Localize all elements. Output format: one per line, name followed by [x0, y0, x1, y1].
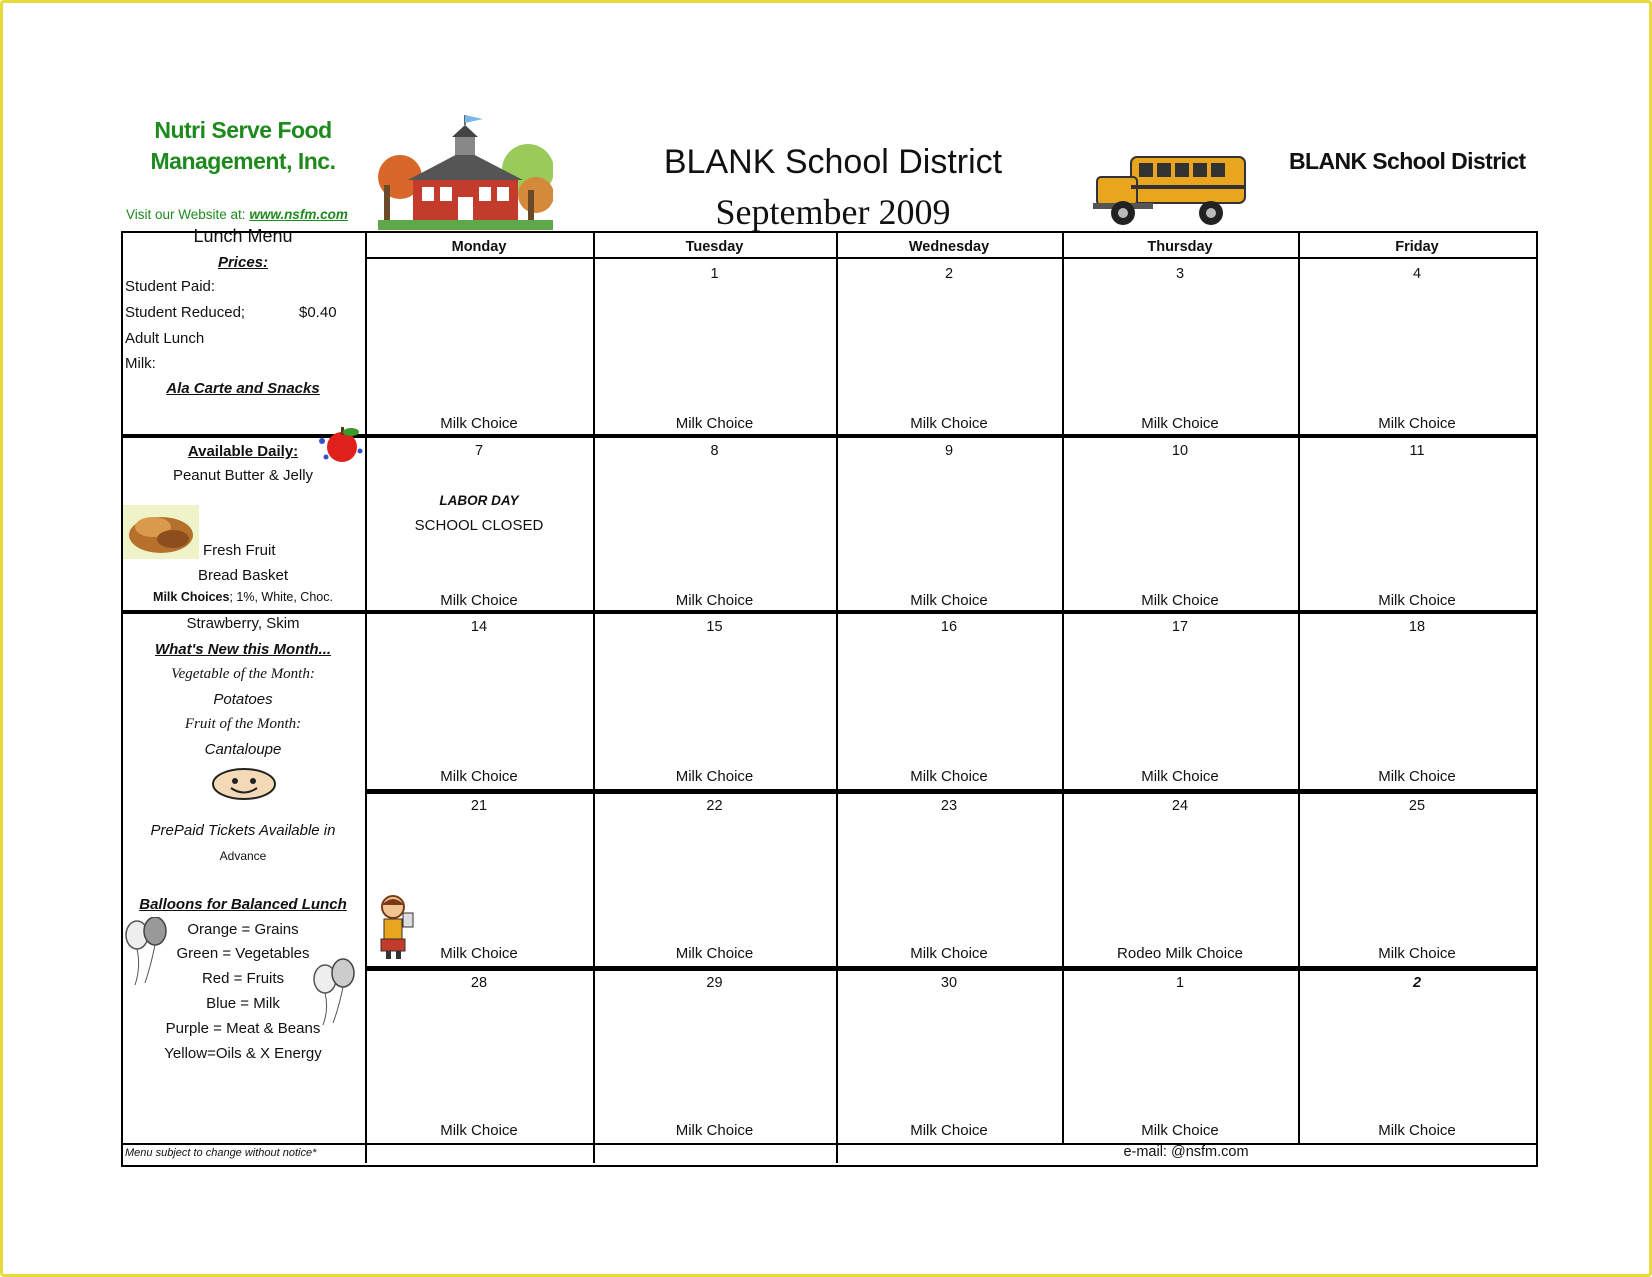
balloon-legend-item: Red = Fruits — [201, 970, 285, 987]
date-number: 24 — [1171, 798, 1189, 814]
menu-change-note: Menu subject to change without notice* — [125, 1147, 317, 1159]
company-line-1: Nutri Serve Food — [154, 117, 332, 143]
milk-choice: Milk Choice — [1378, 768, 1456, 785]
pbj-item: Peanut Butter & Jelly — [172, 467, 314, 484]
day-header-friday: Friday — [1395, 239, 1439, 255]
school-closed-label: SCHOOL CLOSED — [414, 517, 544, 534]
date-number: 7 — [474, 443, 484, 459]
date-number: 17 — [1171, 619, 1189, 635]
date-number: 2 — [1412, 975, 1422, 991]
milk-choice: Milk Choice — [1141, 592, 1219, 609]
milk-choice: Milk Choice — [910, 592, 988, 609]
day-header-thursday: Thursday — [1147, 239, 1213, 255]
milk-choice: Milk Choice — [675, 945, 754, 962]
milk-choice: Milk Choice — [1378, 415, 1456, 432]
milk-choices-value: ; 1%, White, Choc. — [229, 590, 333, 604]
fresh-fruit-item: Fresh Fruit — [203, 542, 276, 559]
grid-line — [365, 966, 1536, 971]
website-link[interactable]: www.nsfm.com — [249, 207, 348, 222]
advance-line: Advance — [219, 849, 267, 863]
grid-line — [836, 233, 838, 1163]
date-number: 10 — [1171, 443, 1189, 459]
schoolhouse-icon — [378, 115, 553, 230]
visit-label: Visit our Website at: — [126, 207, 250, 222]
student-reduced-label: Student Reduced; — [125, 304, 246, 321]
district-title: BLANK School District — [663, 143, 1003, 181]
milk-choice: Milk Choice — [1378, 945, 1456, 962]
milk-choice: Milk Choice — [910, 415, 988, 432]
balloons-icon — [309, 957, 359, 1027]
milk-choice: Milk Choice — [1141, 1122, 1219, 1139]
grid-line — [365, 789, 1536, 794]
milk-choice: Milk Choice — [440, 1122, 518, 1139]
date-number: 1 — [1175, 975, 1185, 991]
company-line-2: Management, Inc. — [150, 148, 336, 174]
labor-day-label: LABOR DAY — [439, 493, 519, 508]
date-number: 2 — [944, 266, 954, 282]
fruit-value: Cantaloupe — [204, 741, 282, 758]
milk-choice: Milk Choice — [675, 415, 754, 432]
date-number: 18 — [1408, 619, 1426, 635]
adult-lunch-label: Adult Lunch — [125, 330, 205, 347]
date-number: 11 — [1409, 443, 1425, 459]
month-title: September 2009 — [715, 192, 951, 232]
balloon-legend-item: Green = Vegetables — [176, 945, 310, 962]
milk-choice: Milk Choice — [675, 768, 754, 785]
milk-choice: Milk Choice — [675, 592, 754, 609]
date-number: 23 — [940, 798, 958, 814]
available-daily-heading: Available Daily: — [187, 443, 299, 460]
bread-basket-icon — [123, 505, 199, 559]
milk-choice: Milk Choice — [440, 415, 518, 432]
email-line: e-mail: @nsfm.com — [1123, 1144, 1249, 1160]
cookie-icon — [211, 767, 277, 801]
milk-choice: Milk Choice — [1141, 768, 1219, 785]
grid-line — [123, 610, 1536, 614]
day-header-wednesday: Wednesday — [908, 239, 990, 255]
website-line — [126, 207, 348, 222]
menu-calendar — [121, 226, 1538, 1167]
date-number: 8 — [710, 443, 719, 459]
girl-icon — [371, 893, 417, 961]
balloon-legend-item: Purple = Meat & Beans — [165, 1020, 321, 1037]
date-number: 22 — [706, 798, 723, 814]
milk-choice: Milk Choice — [910, 768, 988, 785]
date-number: 3 — [1175, 266, 1185, 282]
date-number: 25 — [1408, 798, 1426, 814]
milk-choice: Milk Choice — [1141, 415, 1219, 432]
milk-label: Milk: — [125, 355, 156, 372]
milk-choice: Milk Choice — [440, 768, 518, 785]
grid-line — [365, 257, 1536, 259]
ala-carte-heading: Ala Carte and Snacks — [166, 380, 320, 397]
student-paid-label: Student Paid: — [125, 278, 216, 295]
date-number: 28 — [470, 975, 488, 991]
company-name — [143, 115, 343, 177]
student-reduced-price: $0.40 — [299, 304, 337, 321]
date-number: 21 — [470, 798, 488, 814]
balloon-legend-item: Orange = Grains — [187, 921, 299, 938]
milk-choices-line — [123, 590, 363, 604]
milk-choice: Milk Choice — [1378, 592, 1456, 609]
bread-basket-item: Bread Basket — [197, 567, 289, 584]
milk-choices-line-2: Strawberry, Skim — [186, 615, 300, 632]
balloons-heading: Balloons for Balanced Lunch — [139, 896, 347, 913]
balloon-legend-item: Yellow=Oils & X Energy — [164, 1045, 322, 1062]
rodeo-milk-choice: Rodeo Milk Choice — [1117, 945, 1243, 962]
grid-line — [123, 1143, 365, 1145]
milk-choice: Milk Choice — [440, 592, 518, 609]
milk-choice: Milk Choice — [1378, 1122, 1456, 1139]
prepaid-line: PrePaid Tickets Available in — [150, 822, 336, 839]
milk-choice: Milk Choice — [910, 1122, 988, 1139]
grid-line — [1062, 233, 1064, 1145]
milk-choice: Milk Choice — [675, 1122, 754, 1139]
date-number: 16 — [940, 619, 958, 635]
apple-icon — [316, 423, 364, 467]
grid-line — [593, 233, 595, 1163]
balloon-legend-item: Blue = Milk — [206, 995, 280, 1012]
whats-new-heading: What's New this Month... — [154, 641, 332, 658]
prices-heading: Prices: — [217, 254, 269, 271]
date-number: 29 — [706, 975, 723, 991]
date-number: 1 — [710, 266, 719, 282]
vegetable-label: Vegetable of the Month: — [171, 666, 315, 682]
date-number: 9 — [944, 443, 954, 459]
lunch-menu-heading: Lunch Menu — [193, 226, 293, 246]
vegetable-value: Potatoes — [213, 691, 273, 708]
milk-choice: Milk Choice — [910, 945, 988, 962]
grid-line — [365, 233, 367, 1163]
fruit-label: Fruit of the Month: — [184, 716, 302, 732]
milk-choice: Milk Choice — [440, 945, 518, 962]
milk-choices-label: Milk Choices — [153, 590, 230, 604]
date-number: 14 — [470, 619, 488, 635]
day-header-monday: Monday — [451, 239, 507, 255]
date-number: 4 — [1412, 266, 1422, 282]
day-header-tuesday: Tuesday — [685, 239, 744, 255]
date-number: 30 — [940, 975, 958, 991]
district-right-title: BLANK School District — [1289, 148, 1526, 174]
grid-line — [1298, 233, 1300, 1145]
date-number: 15 — [706, 619, 723, 635]
school-bus-icon — [1093, 151, 1249, 227]
